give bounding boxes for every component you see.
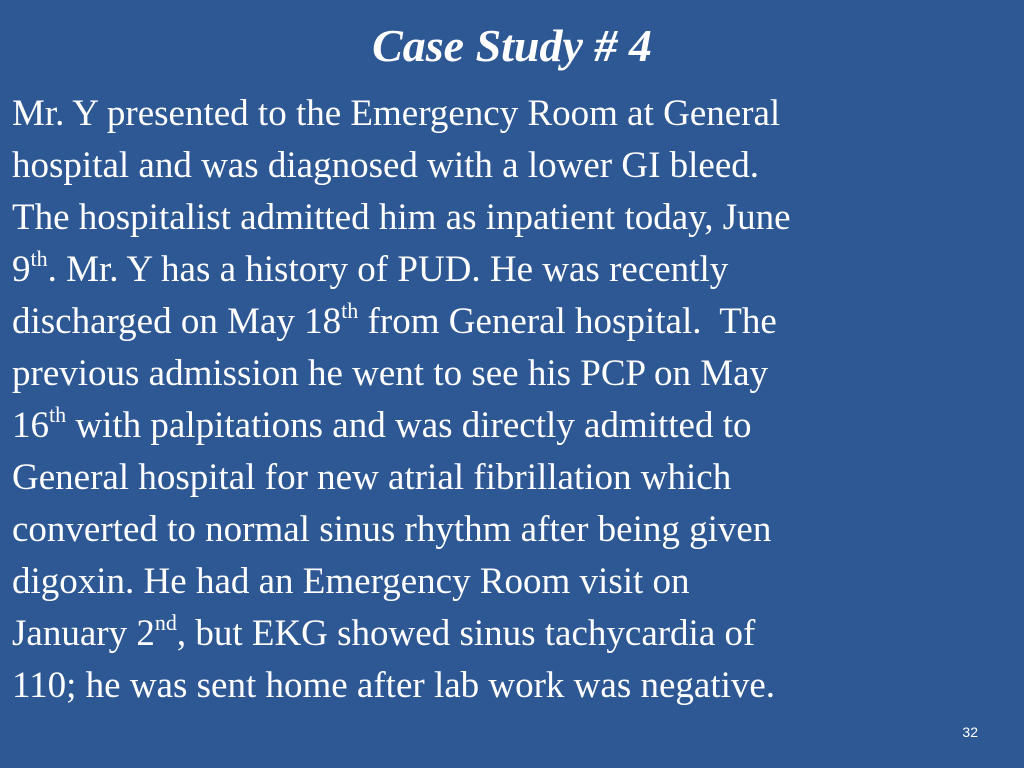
text-line xyxy=(12,608,1016,660)
superscript: th xyxy=(30,245,48,271)
text-run: digoxin. He had an Emergency Room visit on xyxy=(12,561,690,602)
text-run: The hospitalist admitted him as inpatient today, June xyxy=(12,197,791,238)
text-run: discharged on May 18 xyxy=(12,301,342,342)
text-run: hospital and was diagnosed with a lower GI bleed. xyxy=(12,145,760,186)
text-line xyxy=(12,660,1016,712)
text-line xyxy=(12,556,1016,608)
case-description xyxy=(12,88,1016,712)
text-run: with palpitations and was directly admitted to xyxy=(66,405,752,446)
text-line xyxy=(12,504,1016,556)
text-run: January 2 xyxy=(12,613,155,654)
text-run: Mr. Y presented to the Emergency Room at General xyxy=(12,93,781,134)
superscript: th xyxy=(341,297,359,323)
superscript: th xyxy=(49,401,67,427)
text-line xyxy=(12,88,1016,140)
slide-title: Case Study # 4 xyxy=(372,20,652,71)
text-run: , but EKG showed sinus tachycardia of xyxy=(176,613,756,654)
text-run: previous admission he went to see his PCP on May xyxy=(12,353,769,394)
text-run: 16 xyxy=(12,405,49,446)
text-line xyxy=(12,140,1016,192)
page-number: 32 xyxy=(962,724,978,740)
text-line xyxy=(12,296,1016,348)
superscript: nd xyxy=(154,609,177,635)
text-line xyxy=(12,192,1016,244)
text-run: General hospital for new atrial fibrillation which xyxy=(12,457,732,498)
text-line xyxy=(12,244,1016,296)
text-line xyxy=(12,400,1016,452)
text-line xyxy=(12,348,1016,400)
text-run: 9 xyxy=(12,249,31,290)
text-run: from General hospital. The xyxy=(358,301,777,342)
text-line xyxy=(12,452,1016,504)
text-run: . Mr. Y has a history of PUD. He was recently xyxy=(47,249,729,290)
text-run: 110; he was sent home after lab work was negative. xyxy=(12,665,776,706)
text-run: converted to normal sinus rhythm after being given xyxy=(12,509,772,550)
